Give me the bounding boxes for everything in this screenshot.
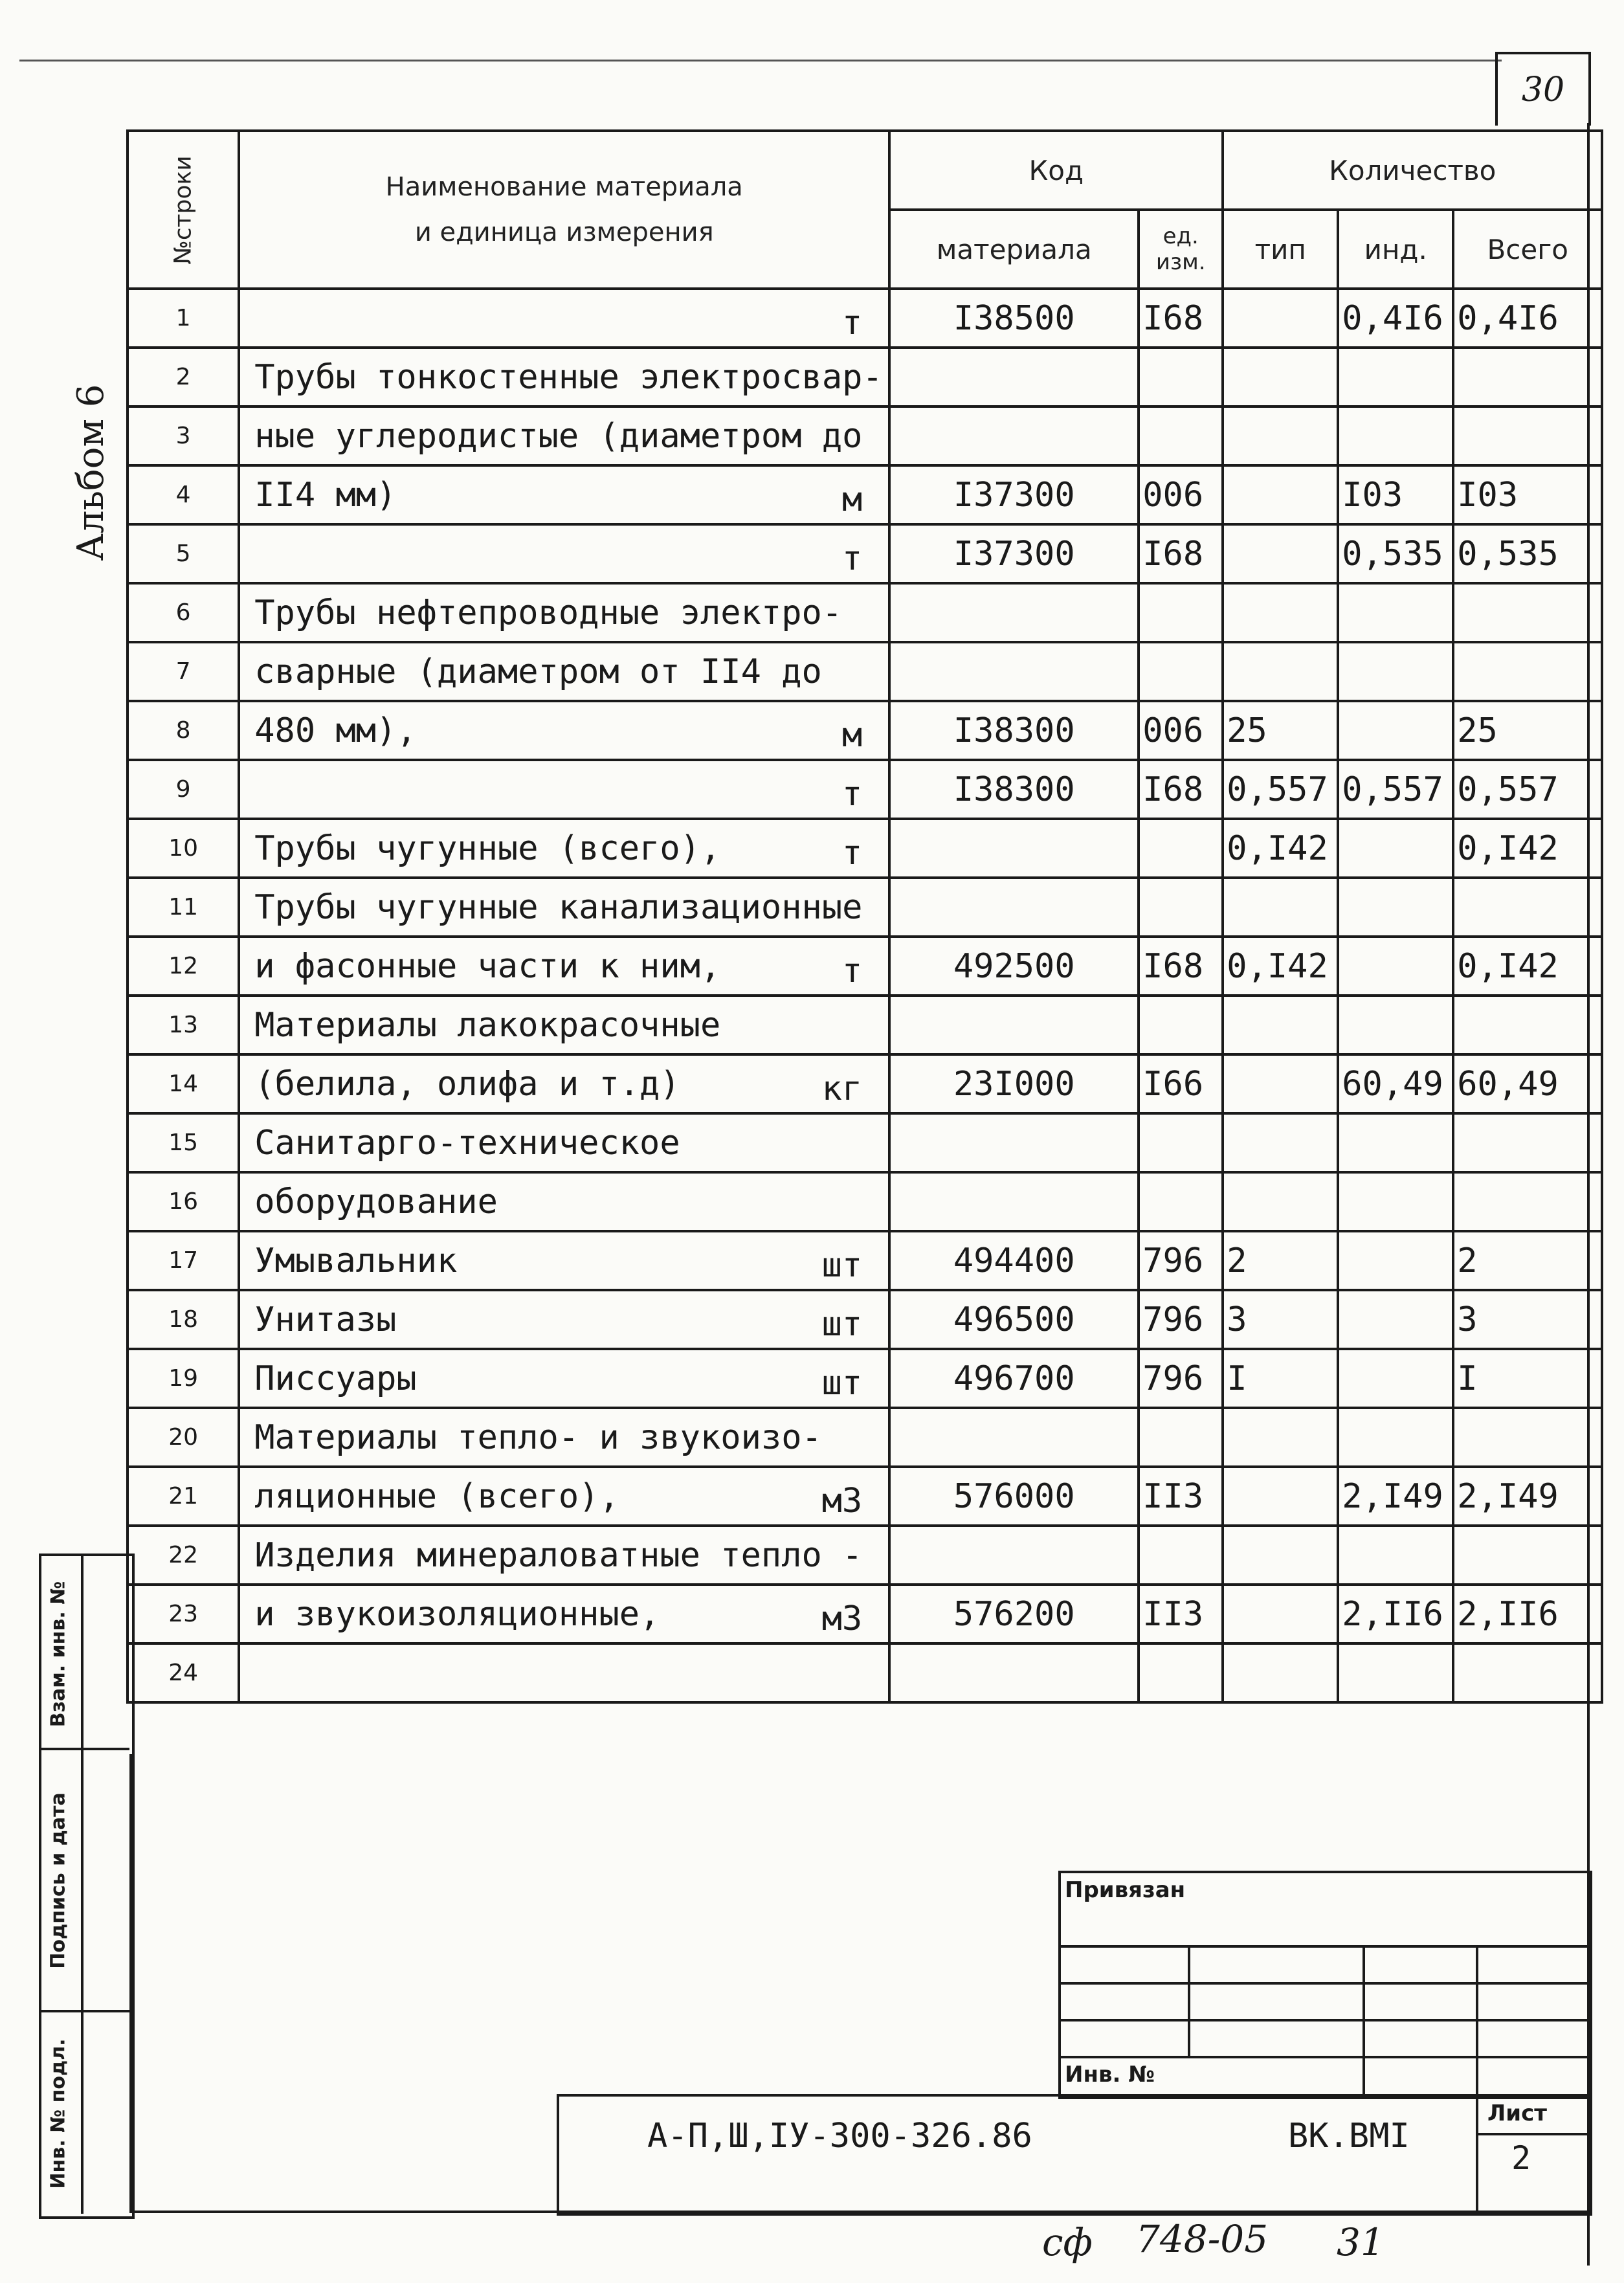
row-qty-ind bbox=[1338, 1231, 1453, 1290]
privyazan-row-4 bbox=[1058, 2056, 1587, 2058]
row-name-text: Трубы чугунные канализационные bbox=[254, 887, 863, 927]
row-qty-total bbox=[1453, 406, 1602, 465]
row-qty-ind: 2,II6 bbox=[1338, 1585, 1453, 1643]
row-number: 14 bbox=[128, 1054, 239, 1113]
row-number: 13 bbox=[128, 996, 239, 1054]
specification-table bbox=[126, 129, 1603, 1704]
row-unit: м3 bbox=[821, 1482, 863, 1520]
row-qty-total bbox=[1453, 1526, 1602, 1585]
row-qty-total bbox=[1453, 1643, 1602, 1702]
row-number: 15 bbox=[128, 1113, 239, 1172]
header-qty-group: Количество bbox=[1223, 131, 1602, 210]
row-name-text: оборудование bbox=[254, 1182, 498, 1221]
row-name-text: ляционные (всего), bbox=[254, 1476, 619, 1516]
row-qty-total bbox=[1453, 583, 1602, 642]
row-qty-type bbox=[1223, 1408, 1338, 1467]
row-qty-type: 0,I42 bbox=[1223, 819, 1338, 878]
row-name bbox=[239, 996, 889, 1054]
table-row bbox=[128, 1290, 1602, 1349]
table-row bbox=[128, 1054, 1602, 1113]
row-name-text: Трубы тонкостенные электросвар- bbox=[254, 357, 883, 397]
row-material-code: I38500 bbox=[889, 289, 1139, 348]
row-material-code: I38300 bbox=[889, 760, 1139, 819]
row-qty-type bbox=[1223, 878, 1338, 937]
table-row bbox=[128, 1172, 1602, 1231]
row-unit-code bbox=[1139, 642, 1223, 701]
row-qty-type: 0,I42 bbox=[1223, 937, 1338, 996]
row-qty-ind bbox=[1338, 1290, 1453, 1349]
privyazan-col-2 bbox=[1363, 1945, 1365, 2094]
sheet-label-divider bbox=[1476, 2133, 1587, 2135]
row-qty-ind bbox=[1338, 878, 1453, 937]
table-row bbox=[128, 1467, 1602, 1526]
row-number: 9 bbox=[128, 760, 239, 819]
header-qty-total: Всего bbox=[1453, 210, 1602, 289]
row-name-text: Изделия минераловатные тепло - bbox=[254, 1535, 863, 1575]
row-unit-code: I68 bbox=[1139, 937, 1223, 996]
row-qty-ind bbox=[1338, 406, 1453, 465]
row-name bbox=[239, 465, 889, 524]
row-name bbox=[239, 1172, 889, 1231]
sidebar-vzam-label: Взам. инв. № bbox=[47, 1581, 70, 1727]
row-qty-type: 0,557 bbox=[1223, 760, 1338, 819]
row-name bbox=[239, 1113, 889, 1172]
row-number: 16 bbox=[128, 1172, 239, 1231]
table-row bbox=[128, 1113, 1602, 1172]
table-row bbox=[128, 996, 1602, 1054]
row-unit-code bbox=[1139, 583, 1223, 642]
table-row bbox=[128, 819, 1602, 878]
row-name bbox=[239, 1349, 889, 1408]
row-unit: м3 bbox=[821, 1599, 863, 1638]
row-qty-type bbox=[1223, 348, 1338, 406]
privyazan-col-1 bbox=[1188, 1945, 1190, 2058]
row-qty-ind bbox=[1338, 819, 1453, 878]
row-unit-code: I68 bbox=[1139, 289, 1223, 348]
row-qty-type bbox=[1223, 1054, 1338, 1113]
row-name bbox=[239, 1408, 889, 1467]
table-row bbox=[128, 1231, 1602, 1290]
row-name-text: (белила, олифа и т.д) bbox=[254, 1064, 680, 1104]
sidebar-podpis bbox=[32, 1757, 84, 2003]
row-number: 18 bbox=[128, 1290, 239, 1349]
row-material-code bbox=[889, 1113, 1139, 1172]
row-material-code: I37300 bbox=[889, 465, 1139, 524]
row-qty-ind: 0,535 bbox=[1338, 524, 1453, 583]
row-qty-total bbox=[1453, 1113, 1602, 1172]
header-code-unit: ед. изм. bbox=[1139, 210, 1223, 289]
row-number: 1 bbox=[128, 289, 239, 348]
row-qty-type bbox=[1223, 406, 1338, 465]
sidebar-inv-podl bbox=[32, 2016, 84, 2211]
row-material-code bbox=[889, 1643, 1139, 1702]
row-material-code: 496700 bbox=[889, 1349, 1139, 1408]
row-name bbox=[239, 1585, 889, 1643]
sheet-label: Лист bbox=[1487, 2100, 1547, 2126]
row-name bbox=[239, 1054, 889, 1113]
row-unit: т bbox=[841, 952, 863, 990]
row-name bbox=[239, 348, 889, 406]
row-material-code bbox=[889, 819, 1139, 878]
header-name-line1: Наименование материала bbox=[385, 172, 743, 202]
row-name-text: II4 мм) bbox=[254, 475, 397, 515]
row-qty-ind bbox=[1338, 1643, 1453, 1702]
row-material-code: 576000 bbox=[889, 1467, 1139, 1526]
row-unit: шт bbox=[821, 1246, 863, 1285]
row-name-text: Санитарго-техническое bbox=[254, 1123, 680, 1163]
row-unit-code: I68 bbox=[1139, 524, 1223, 583]
row-name bbox=[239, 1290, 889, 1349]
row-name bbox=[239, 289, 889, 348]
row-unit-code bbox=[1139, 1526, 1223, 1585]
row-qty-ind: I03 bbox=[1338, 465, 1453, 524]
row-qty-ind bbox=[1338, 348, 1453, 406]
sidebar-sep-2 bbox=[39, 2010, 129, 2012]
table-row bbox=[128, 289, 1602, 348]
row-material-code: 494400 bbox=[889, 1231, 1139, 1290]
row-unit: шт bbox=[821, 1305, 863, 1344]
row-name bbox=[239, 1467, 889, 1526]
row-name-text: и фасонные части к ним, bbox=[254, 946, 721, 986]
row-material-code: I37300 bbox=[889, 524, 1139, 583]
row-number: 3 bbox=[128, 406, 239, 465]
row-unit-code bbox=[1139, 406, 1223, 465]
row-name-text: Писсуары bbox=[254, 1359, 417, 1398]
top-border-line bbox=[19, 60, 1502, 61]
row-name bbox=[239, 1643, 889, 1702]
header-row-number bbox=[128, 131, 239, 289]
row-number: 5 bbox=[128, 524, 239, 583]
row-qty-type bbox=[1223, 1172, 1338, 1231]
row-qty-type bbox=[1223, 1643, 1338, 1702]
inv-no-label: Инв. № bbox=[1065, 2062, 1155, 2088]
row-qty-total: I bbox=[1453, 1349, 1602, 1408]
row-qty-total: 2 bbox=[1453, 1231, 1602, 1290]
row-unit: м bbox=[841, 716, 863, 755]
row-unit: т bbox=[841, 304, 863, 342]
row-number: 10 bbox=[128, 819, 239, 878]
row-name-text: ные углеродистые (диаметром до bbox=[254, 416, 863, 456]
row-qty-total: 0,557 bbox=[1453, 760, 1602, 819]
row-material-code bbox=[889, 1526, 1139, 1585]
row-unit-code bbox=[1139, 819, 1223, 878]
table-row bbox=[128, 583, 1602, 642]
row-material-code: 496500 bbox=[889, 1290, 1139, 1349]
row-qty-type bbox=[1223, 583, 1338, 642]
row-qty-ind bbox=[1338, 701, 1453, 760]
table-row bbox=[128, 348, 1602, 406]
row-qty-type bbox=[1223, 289, 1338, 348]
row-name bbox=[239, 1231, 889, 1290]
row-unit: кг bbox=[821, 1069, 863, 1108]
row-number: 17 bbox=[128, 1231, 239, 1290]
sidebar-inv-podl-label: Инв. № подл. bbox=[47, 2038, 70, 2189]
header-code-group: Код bbox=[889, 131, 1223, 210]
row-name bbox=[239, 819, 889, 878]
table-row bbox=[128, 1585, 1602, 1643]
row-qty-type bbox=[1223, 1526, 1338, 1585]
table-row bbox=[128, 465, 1602, 524]
row-qty-type bbox=[1223, 996, 1338, 1054]
header-code-material: материала bbox=[889, 210, 1139, 289]
row-number: 7 bbox=[128, 642, 239, 701]
sidebar-vzam bbox=[32, 1566, 84, 1741]
row-qty-type bbox=[1223, 1585, 1338, 1643]
row-unit-code bbox=[1139, 1408, 1223, 1467]
header-qty-ind: инд. bbox=[1338, 210, 1453, 289]
row-qty-ind bbox=[1338, 642, 1453, 701]
row-unit-code bbox=[1139, 348, 1223, 406]
row-qty-total: 0,4I6 bbox=[1453, 289, 1602, 348]
row-qty-total: 2,I49 bbox=[1453, 1467, 1602, 1526]
row-qty-ind bbox=[1338, 1408, 1453, 1467]
row-qty-total bbox=[1453, 642, 1602, 701]
row-qty-ind: 2,I49 bbox=[1338, 1467, 1453, 1526]
row-number: 12 bbox=[128, 937, 239, 996]
row-unit-code bbox=[1139, 878, 1223, 937]
row-qty-type: 2 bbox=[1223, 1231, 1338, 1290]
table-row bbox=[128, 937, 1602, 996]
sheet-number: 2 bbox=[1511, 2139, 1531, 2177]
row-material-code: 23I000 bbox=[889, 1054, 1139, 1113]
album-label: Альбом 6 bbox=[69, 384, 112, 561]
row-number: 2 bbox=[128, 348, 239, 406]
row-unit: шт bbox=[821, 1364, 863, 1403]
row-number: 11 bbox=[128, 878, 239, 937]
row-unit-code: 006 bbox=[1139, 701, 1223, 760]
row-qty-type: I bbox=[1223, 1349, 1338, 1408]
row-number: 4 bbox=[128, 465, 239, 524]
row-number: 20 bbox=[128, 1408, 239, 1467]
row-material-code bbox=[889, 406, 1139, 465]
row-qty-total bbox=[1453, 1408, 1602, 1467]
row-qty-ind: 60,49 bbox=[1338, 1054, 1453, 1113]
row-qty-total bbox=[1453, 348, 1602, 406]
table-row bbox=[128, 701, 1602, 760]
row-unit-code: II3 bbox=[1139, 1467, 1223, 1526]
header-qty-type: тип bbox=[1223, 210, 1338, 289]
row-qty-total: 3 bbox=[1453, 1290, 1602, 1349]
table-row bbox=[128, 1643, 1602, 1702]
row-unit-code bbox=[1139, 1172, 1223, 1231]
sidebar-sep-1 bbox=[39, 1748, 129, 1750]
row-name bbox=[239, 1526, 889, 1585]
left-frame-line bbox=[129, 1754, 132, 2213]
row-name-text: сварные (диаметром от II4 до bbox=[254, 652, 822, 691]
row-material-code bbox=[889, 878, 1139, 937]
row-qty-ind: 0,4I6 bbox=[1338, 289, 1453, 348]
row-name bbox=[239, 701, 889, 760]
row-number: 6 bbox=[128, 583, 239, 642]
handwritten-note-2: 748-05 bbox=[1136, 2217, 1269, 2261]
row-unit-code: 796 bbox=[1139, 1231, 1223, 1290]
row-material-code: I38300 bbox=[889, 701, 1139, 760]
row-material-code bbox=[889, 1172, 1139, 1231]
row-name-text: Унитазы bbox=[254, 1300, 397, 1339]
row-qty-total: I03 bbox=[1453, 465, 1602, 524]
row-qty-type bbox=[1223, 1467, 1338, 1526]
row-unit-code: I68 bbox=[1139, 760, 1223, 819]
row-qty-ind bbox=[1338, 583, 1453, 642]
row-qty-ind bbox=[1338, 1526, 1453, 1585]
row-name-text: Материалы тепло- и звукоизо- bbox=[254, 1418, 822, 1457]
row-qty-total bbox=[1453, 878, 1602, 937]
row-qty-total: 0,I42 bbox=[1453, 819, 1602, 878]
table-row bbox=[128, 1349, 1602, 1408]
row-qty-total bbox=[1453, 996, 1602, 1054]
document-code: А-П,Ш,IУ-300-326.86 bbox=[647, 2117, 1032, 2155]
table-row bbox=[128, 1408, 1602, 1467]
row-unit-code: 796 bbox=[1139, 1349, 1223, 1408]
title-block-divider bbox=[1476, 2094, 1478, 2211]
row-unit-code: I66 bbox=[1139, 1054, 1223, 1113]
row-qty-type bbox=[1223, 1113, 1338, 1172]
row-name-text: Материалы лакокрасочные bbox=[254, 1005, 721, 1045]
privyazan-row-3 bbox=[1058, 2019, 1587, 2021]
row-unit-code bbox=[1139, 1643, 1223, 1702]
row-qty-total bbox=[1453, 1172, 1602, 1231]
privyazan-label: Привязан bbox=[1065, 1877, 1186, 1903]
table-row bbox=[128, 524, 1602, 583]
row-unit: т bbox=[841, 834, 863, 873]
row-name-text: Трубы чугунные (всего), bbox=[254, 829, 721, 868]
row-number: 22 bbox=[128, 1526, 239, 1585]
row-material-code: 492500 bbox=[889, 937, 1139, 996]
row-unit: т bbox=[841, 775, 863, 814]
document-mark: ВК.ВМI bbox=[1288, 2117, 1410, 2155]
row-qty-type bbox=[1223, 524, 1338, 583]
row-name bbox=[239, 406, 889, 465]
row-number: 19 bbox=[128, 1349, 239, 1408]
row-unit-code bbox=[1139, 1113, 1223, 1172]
header-name-line2: и единица измерения bbox=[414, 217, 714, 247]
table-row bbox=[128, 1526, 1602, 1585]
row-material-code bbox=[889, 642, 1139, 701]
row-unit-code: 006 bbox=[1139, 465, 1223, 524]
row-qty-ind bbox=[1338, 1349, 1453, 1408]
row-name-text: 480 мм), bbox=[254, 711, 417, 750]
row-number: 23 bbox=[128, 1585, 239, 1643]
table-row bbox=[128, 878, 1602, 937]
table-row bbox=[128, 760, 1602, 819]
row-name bbox=[239, 760, 889, 819]
page-number: 30 bbox=[1495, 52, 1591, 126]
row-number: 21 bbox=[128, 1467, 239, 1526]
row-qty-total: 0,535 bbox=[1453, 524, 1602, 583]
row-qty-ind bbox=[1338, 1113, 1453, 1172]
handwritten-note-1: сф bbox=[1042, 2220, 1093, 2264]
row-qty-type bbox=[1223, 642, 1338, 701]
row-unit-code: 796 bbox=[1139, 1290, 1223, 1349]
row-name bbox=[239, 642, 889, 701]
row-qty-total: 0,I42 bbox=[1453, 937, 1602, 996]
header-row-number-label: №строки bbox=[170, 155, 197, 265]
row-material-code bbox=[889, 348, 1139, 406]
row-material-code bbox=[889, 1408, 1139, 1467]
table-row bbox=[128, 406, 1602, 465]
row-material-code: 576200 bbox=[889, 1585, 1139, 1643]
row-material-code bbox=[889, 583, 1139, 642]
row-unit: м bbox=[841, 480, 863, 519]
table-row bbox=[128, 642, 1602, 701]
row-unit-code: II3 bbox=[1139, 1585, 1223, 1643]
row-qty-total: 2,II6 bbox=[1453, 1585, 1602, 1643]
row-qty-total: 60,49 bbox=[1453, 1054, 1602, 1113]
privyazan-row-1 bbox=[1058, 1945, 1587, 1948]
row-name-text: Трубы нефтепроводные электро- bbox=[254, 593, 843, 632]
privyazan-col-3 bbox=[1476, 1945, 1478, 2094]
row-name bbox=[239, 878, 889, 937]
header-name bbox=[239, 131, 889, 289]
row-name bbox=[239, 583, 889, 642]
sidebar-podpis-label: Подпись и дата bbox=[47, 1792, 70, 1969]
row-material-code bbox=[889, 996, 1139, 1054]
handwritten-note-3: 31 bbox=[1337, 2220, 1385, 2264]
row-unit-code bbox=[1139, 996, 1223, 1054]
row-name bbox=[239, 524, 889, 583]
row-number: 24 bbox=[128, 1643, 239, 1702]
row-qty-type: 3 bbox=[1223, 1290, 1338, 1349]
row-qty-type: 25 bbox=[1223, 701, 1338, 760]
row-qty-ind bbox=[1338, 996, 1453, 1054]
row-unit: т bbox=[841, 539, 863, 578]
row-qty-ind: 0,557 bbox=[1338, 760, 1453, 819]
row-qty-type bbox=[1223, 465, 1338, 524]
row-qty-ind bbox=[1338, 1172, 1453, 1231]
privyazan-row-2 bbox=[1058, 1982, 1587, 1985]
row-name-text: и звукоизоляционные, bbox=[254, 1594, 660, 1634]
row-qty-ind bbox=[1338, 937, 1453, 996]
row-number: 8 bbox=[128, 701, 239, 760]
row-name bbox=[239, 937, 889, 996]
row-qty-total: 25 bbox=[1453, 701, 1602, 760]
row-name-text: Умывальник bbox=[254, 1241, 458, 1280]
